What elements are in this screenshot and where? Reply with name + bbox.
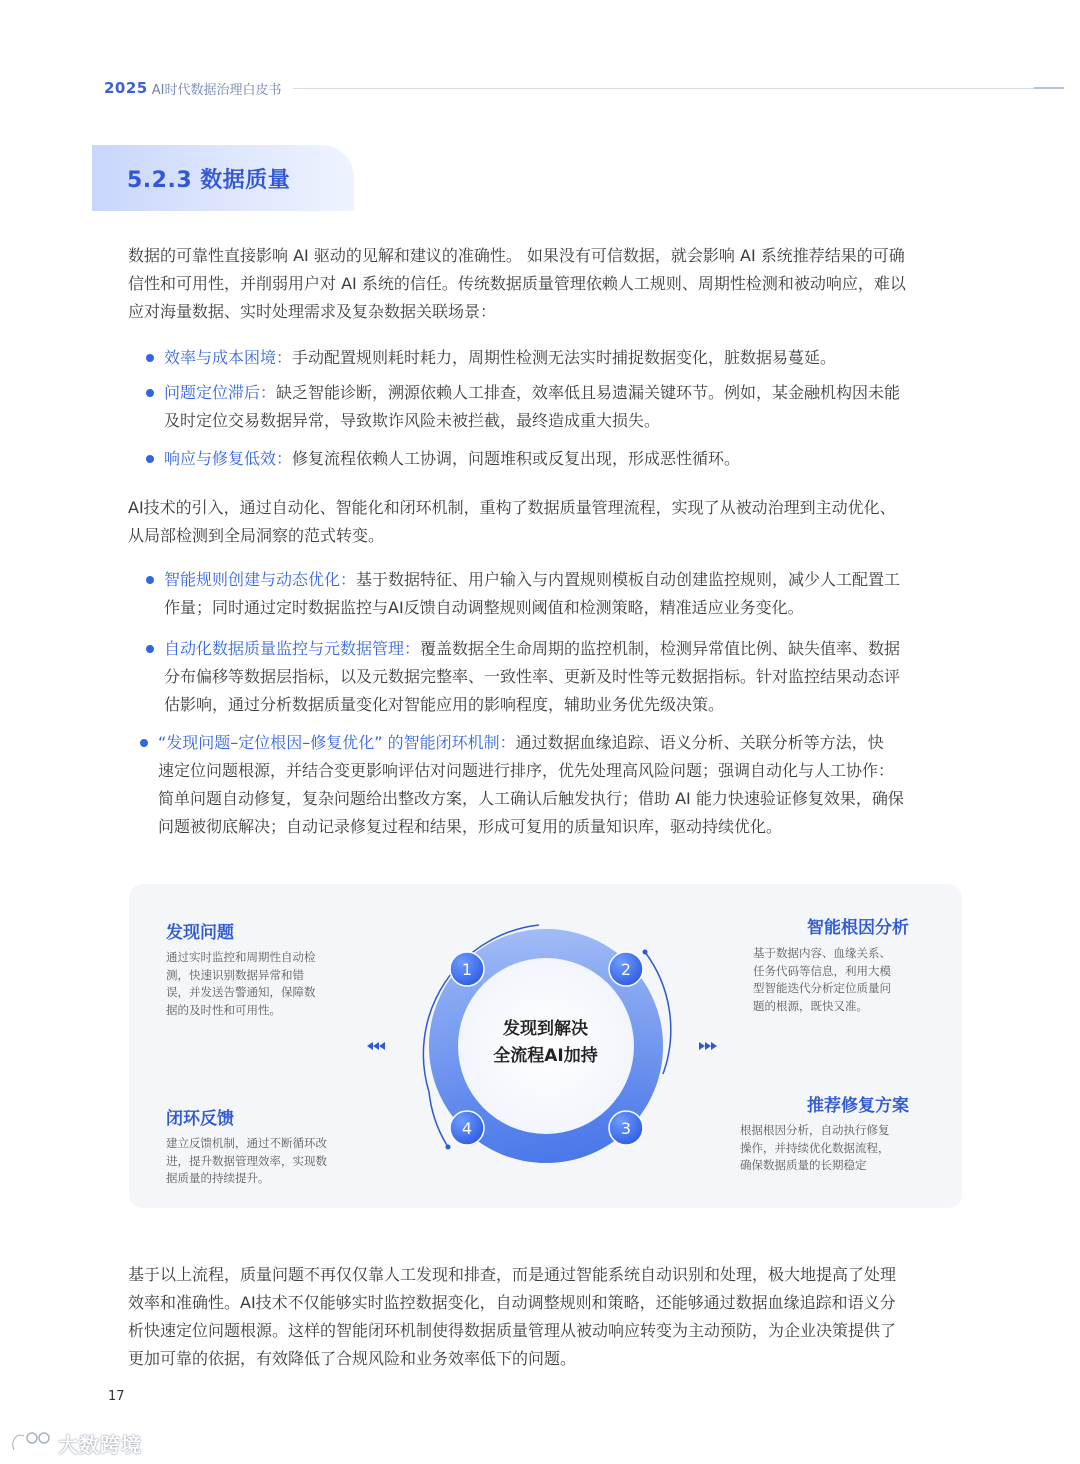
watermark [8,1428,142,1458]
header-rule-end [1034,87,1064,89]
bullet-text: 简单问题自动修复，复杂问题给出整改方案，人工确认后触发执行；借助 AI 能力快速验证修复效果，确保 [158,789,904,808]
desc-line: 根据根因分析，自动执行修复 [740,1123,890,1137]
step-title-2: 智能根因分析 [807,918,909,938]
bullet-text: 基于数据特征、用户输入与内置规则模板自动创建监控规则，减少人工配置工 [356,570,901,589]
desc-line: 题的根源，既快又准。 [753,998,868,1013]
center-line-1: 发现到解决 [503,1019,588,1039]
bullet-text: 速定位问题根源，并结合变更影响评估对问题进行排序，优先处理高风险问题；强调自动化与人工协作： [158,761,895,780]
desc-line: 据质量的持续提升。 [166,1171,270,1185]
bullet-key: 智能规则创建与动态优化： [164,570,357,589]
bullet-dot [146,455,154,463]
watermark-logo-icon [8,1428,52,1458]
transition-paragraph [128,494,962,550]
bullet-text: 及时定位交易数据异常，导致欺诈风险未被拦截，最终造成重大损失。 [164,411,661,430]
bullet-key: 自动化数据质量监控与元数据管理： [164,639,421,658]
bullet-text: 通过数据血缘追踪、语义分析、关联分析等方法，快 [515,733,884,752]
bullet-text: 缺乏智能诊断，溯源依赖人工排查，效率低且易遗漏关键环节。例如，某金融机构因未能 [276,383,901,402]
bullet-text: 作量；同时通过定时数据监控与AI反馈自动调整规则阈值和检测策略，精准适应业务变化。 [164,598,804,617]
bullet-key: 响应与修复低效： [164,449,293,468]
bullet-key: 效率与成本困境： [164,348,293,367]
text-line: 析快速定位问题根源。这样的智能闭环机制使得数据质量管理从被动响应转变为主动预防，为企业决策提供了 [128,1321,897,1340]
text-line: 数据的可靠性直接影响 AI 驱动的见解和建议的准确性。 如果没有可信数据，就会影响 AI 系统推荐结果的可确 [128,246,905,265]
solution-bullet-rules [146,566,962,622]
conclusion-paragraph [128,1261,962,1373]
bullet-text: 估影响，通过分析数据质量变化对智能应用的影响程度，辅助业务优先级决策。 [164,695,725,714]
arc-end-dot [643,950,648,955]
header-rule [293,88,1064,89]
desc-line: 任务代码等信息，利用大模 [753,963,891,978]
solution-bullet-monitoring [146,635,962,719]
bullet-key: 问题定位滞后： [164,383,277,402]
problem-bullet-localization [146,379,962,435]
problem-bullet-efficiency [146,344,962,372]
desc-line: 据的及时性和可用性。 [166,1002,281,1017]
step-num-4: 4 [461,1119,473,1138]
text-line: 效率和准确性。AI技术不仅能够实时监控数据变化，自动调整规则和策略，还能够通过数据血缘追踪和语义分 [128,1293,896,1312]
step-desc-1 [166,949,346,1019]
text-line: 应对海量数据、实时处理需求及复杂数据关联场景： [128,302,497,321]
desc-line: 确保数据质量的长期稳定 [740,1158,867,1172]
bullet-text: 分布偏移等数据层指标，以及元数据完整率、一致性率、更新及时性等元数据指标。针对监控结果动态评 [164,667,901,686]
step-desc-3 [740,1122,935,1175]
solution-bullet-closed-loop [140,729,962,841]
page-header [104,76,1064,100]
problem-bullet-repair [146,445,962,473]
closed-loop-diagram [129,884,962,1208]
bullet-key: “发现问题–定位根因–修复优化” 的智能闭环机制： [158,733,516,752]
step-desc-2 [753,945,933,1015]
text-line: AI技术的引入，通过自动化、智能化和闭环机制，重构了数据质量管理流程，实现了从被动治理到主动优化、 [128,498,896,517]
step-desc-4 [166,1135,361,1188]
text-line: 基于以上流程，质量问题不再仅仅靠人工发现和排查，而是通过智能系统自动识别和处理，极大地提高了处理 [128,1265,897,1284]
desc-line: 操作，并持续优化数据流程， [740,1140,890,1155]
text-line: 信性和可用性，并削弱用户对 AI 系统的信任。传统数据质量管理依赖人工规则、周期性检测和被动响应，难以 [128,274,906,293]
page-number: 17 [108,1389,125,1404]
step-title-3: 推荐修复方案 [807,1096,909,1116]
desc-line: 建立反馈机制，通过不断循环改 [166,1136,327,1150]
bullet-text: 修复流程依赖人工协调，问题堆积或反复出现，形成恶性循环。 [292,449,741,468]
desc-line: 进，提升数据管理效率，实现数 [166,1153,327,1168]
section-banner [92,145,354,211]
desc-line: 型智能迭代分析定位质量问 [753,981,891,995]
header-year: 2025 [104,79,148,97]
watermark-text: 大数跨境 [58,1432,142,1457]
desc-line: 测，快速识别数据异常和错 [166,967,304,982]
text-line: 更加可靠的依据，有效降低了合规风险和业务效率低下的问题。 [128,1349,577,1368]
bullet-dot [146,389,154,397]
section-title: 5.2.3 数据质量 [127,168,291,193]
bullet-dot [140,739,148,747]
step-title-1: 发现问题 [166,923,234,943]
desc-line: 通过实时监控和周期性自动检 [166,950,316,964]
bullet-text: 覆盖数据全生命周期的监控机制，检测异常值比例、缺失值率、数据 [420,639,901,658]
bullet-dot [146,354,154,362]
bullet-text: 手动配置规则耗时耗力，周期性检测无法实时捕捉数据变化，脏数据易蔓延。 [292,348,837,367]
step-title-4: 闭环反馈 [166,1109,234,1129]
header-title: AI时代数据治理白皮书 [151,82,282,98]
desc-line: 基于数据内容、血缘关系、 [753,946,891,960]
step-num-2: 2 [620,960,632,979]
step-num-1: 1 [461,960,473,979]
bullet-dot [146,645,154,653]
text-line: 从局部检测到全局洞察的范式转变。 [128,526,385,545]
intro-paragraph [128,242,962,326]
step-num-3: 3 [620,1119,632,1138]
center-line-2: 全流程AI加持 [493,1046,598,1066]
bullet-dot [146,576,154,584]
desc-line: 误，并发送告警通知，保障数 [166,985,316,999]
bullet-text: 问题被彻底解决；自动记录修复过程和结果，形成可复用的质量知识库，驱动持续优化。 [158,817,783,836]
